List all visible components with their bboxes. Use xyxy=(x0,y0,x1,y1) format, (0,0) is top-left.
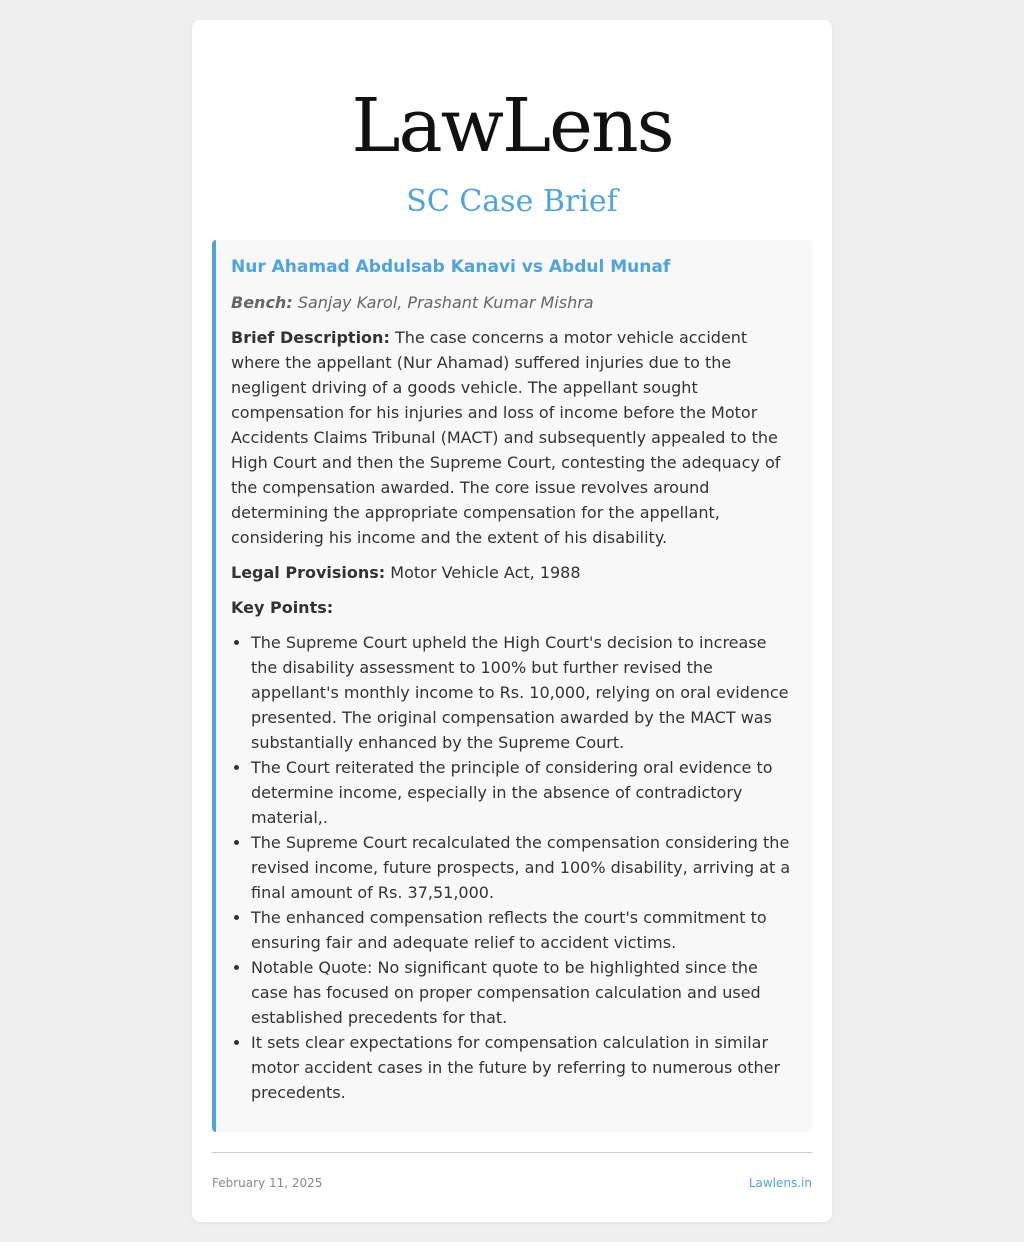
list-item: • It sets clear expectations for compensation calculation in similar motor accident cases in the future by referring to numerous other precedents. xyxy=(251,1030,793,1105)
description-label: Brief Description: xyxy=(231,328,390,347)
list-item: • The enhanced compensation reflects the court's commitment to ensuring fair and adequate relief to accident victims. xyxy=(251,905,793,955)
list-item: • The Court reiterated the principle of considering oral evidence to determine income, especially in the absence of contradictory material,. xyxy=(251,755,793,830)
key-points-list xyxy=(231,630,793,1105)
footer-date: February 11, 2025 xyxy=(212,1176,323,1190)
case-brief-card xyxy=(192,20,832,1222)
logo: LawLens xyxy=(351,83,673,169)
page-subtitle: SC Case Brief xyxy=(406,184,618,219)
list-item: • Notable Quote: No significant quote to be highlighted since the case has focused on proper compensation calculation and used established precedents for that. xyxy=(251,955,793,1030)
case-title: Nur Ahamad Abdulsab Kanavi vs Abdul Munaf xyxy=(231,257,671,277)
provisions-label: Legal Provisions: xyxy=(231,563,386,582)
lawlens-link[interactable]: Lawlens.in xyxy=(748,1176,812,1190)
case-brief-panel xyxy=(212,240,812,1132)
description-text: The case concerns a motor vehicle accident where the appellant (Nur Ahamad) suffered injuries due to the negligent driving of a goods vehicle. The appellant sought compensation for his injuries and loss of income before the Motor Accidents Claims Tribunal (MACT) and subsequently appealed to the High Court and then the Supreme Court, contesting the adequacy of the compensation awarded. The core issue revolves around determining the appropriate compensation for the appellant, considering his income and the extent of his disability. xyxy=(231,328,781,547)
legal-provisions xyxy=(231,560,793,585)
bench-value: Sanjay Karol, Prashant Kumar Mishra xyxy=(297,293,594,312)
key-points-label: Key Points: xyxy=(231,598,334,617)
footer-divider xyxy=(212,1152,812,1153)
key-points-heading xyxy=(231,595,793,620)
bench-label: Bench: xyxy=(231,293,293,312)
bench-line xyxy=(231,290,793,315)
list-item: • The Supreme Court recalculated the compensation considering the revised income, future prospects, and 100% disability, arriving at a final amount of Rs. 37,51,000. xyxy=(251,830,793,905)
brief-description xyxy=(231,325,793,550)
list-item: • The Supreme Court upheld the High Court's decision to increase the disability assessment to 100% but further revised the appellant's monthly income to Rs. 10,000, relying on oral evidence presented. The original compensation awarded by the MACT was substantially enhanced by the Supreme Court. xyxy=(251,630,793,755)
provisions-value: Motor Vehicle Act, 1988 xyxy=(390,563,581,582)
